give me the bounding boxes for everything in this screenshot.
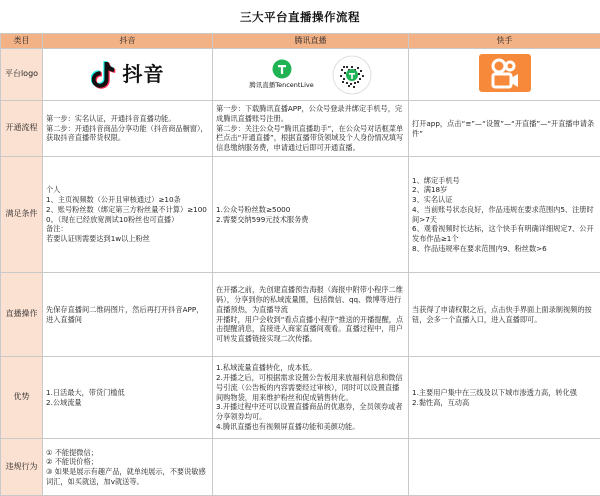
row-violations <box>1 439 600 496</box>
row-label-logo: 平台logo <box>1 49 43 101</box>
mini-program-qr-icon <box>332 55 372 95</box>
tencent-live-icon <box>272 59 292 79</box>
tiktok-note-icon <box>91 60 117 90</box>
douyin-live-cell: 先保存直播间二维码图片，然后再打开抖音APP，进入直播间 <box>43 273 213 357</box>
row-flow <box>1 101 600 157</box>
tencent-live-cell: 在开播之前，先创建直播预告海报（海报中附带小程序二维码），分享到你的私域流量圈，包括微信、qq、微博等进行直播预热，为直播导流 开播时，用户会收到“看点直播小程序”推送的开播提醒，点击提醒消息，直接进入商家直播间观看。直播过程中，用户可转发直播链接实现二次传播。 <box>213 273 409 357</box>
page-title: 三大平台直播操作流程 <box>0 0 600 33</box>
tencent-live-logo <box>249 59 314 90</box>
tencent-flow-cell: 第一步：下载腾讯直播APP，公众号登录并绑定手机号，完成腾讯直播账号注册。 第二步：关注公众号“腾讯直播助手”，在公众号对话框菜单栏点击“开通直播”，根据直播带货领域及个人身份情况填写信息缴纳服务费，申请通过后即可开通直播。 <box>213 101 409 157</box>
row-advantages <box>1 357 600 439</box>
row-label-advantages: 优势 <box>1 357 43 439</box>
tencent-advantages-cell: 1.私域流量直播转化，成本低。 2.开播之后，可根据需求设置公告板用来放福利信息和微信号引流（公告板的内容需要经过审核），同时可以设置直播间购物袋，用来维护粉丝和促成销售转化。 3.开播过程中还可以设置直播商品的优惠券，全员领券或者分享领券均可。 4.腾讯直播也有视频屏直播功能和美颜功能。 <box>213 357 409 439</box>
kuaishou-flow-cell: 打开app，点击“≡”—“设置”—“开直播”—“开直播申请条件” <box>409 101 600 157</box>
tencent-violations-cell <box>213 439 409 496</box>
kuaishou-logo-icon <box>479 54 531 92</box>
header-douyin: 抖音 <box>43 34 213 49</box>
row-live-operation <box>1 273 600 357</box>
douyin-logo <box>91 60 165 90</box>
tencent-conditions-cell: 1.公众号粉丝数≥5000 2.需要交纳599元技术服务费 <box>213 157 409 273</box>
row-label-flow: 开通流程 <box>1 101 43 157</box>
kuaishou-violations-cell <box>409 439 600 496</box>
kuaishou-logo-cell <box>409 49 600 101</box>
header-category: 类目 <box>1 34 43 49</box>
header-tencent: 腾讯直播 <box>213 34 409 49</box>
douyin-advantages-cell: 1.日活最大，带货门槛低 2.公域流量 <box>43 357 213 439</box>
header-row <box>1 34 600 49</box>
row-label-live: 直播操作 <box>1 273 43 357</box>
douyin-flow-cell: 第一步：实名认证，开通抖音直播功能。 第二步：开通抖音商品分享功能（抖音商品橱窗），获取抖音直播带货权限。 <box>43 101 213 157</box>
douyin-logo-cell <box>43 49 213 101</box>
kuaishou-advantages-cell: 1.主要用户集中在三线及以下城市渗透力高，转化强 2.黏性高，互动高 <box>409 357 600 439</box>
row-conditions <box>1 157 600 273</box>
douyin-conditions-cell: 个人 1、主页视频数（公开且审核通过）≥10条 2、账号粉丝数（绑定第三方粉丝量不计算）≥1000。（现在已经放宽测试10粉丝也可直播） 备注： 若要认证则需要达到1w以上粉丝 <box>43 157 213 273</box>
row-logo <box>1 49 600 101</box>
row-label-conditions: 满足条件 <box>1 157 43 273</box>
row-label-violations: 违规行为 <box>1 439 43 496</box>
kuaishou-conditions-cell: 1、绑定手机号 2、满18岁 3、实名认证 4、当前账号状态良好，作品违规在要求范围内5、注册时间>7天 6、观看视频时长达标，这个快手有明确详细规定7、公开发布作品≥1个 8、作品违规率在要求范围内9、粉丝数>6 <box>409 157 600 273</box>
comparison-table <box>0 33 600 496</box>
kuaishou-live-cell: 当获得了申请权限之后，点击快手界面上面录制视频的按钮，会多一个直播入口，进入直播即可。 <box>409 273 600 357</box>
tencent-logo-cell <box>213 49 409 101</box>
douyin-logo-text: 抖音 <box>123 61 165 88</box>
tencent-logo-text: 腾讯直播TencentLive <box>249 81 314 90</box>
douyin-violations-cell: ① 不能提微信； ② 不能说价格； ③ 如果是展示有趣产品，就单纯展示，不要说敏感词汇，如买就送，加v就送等。 <box>43 439 213 496</box>
header-kuaishou: 快手 <box>409 34 600 49</box>
